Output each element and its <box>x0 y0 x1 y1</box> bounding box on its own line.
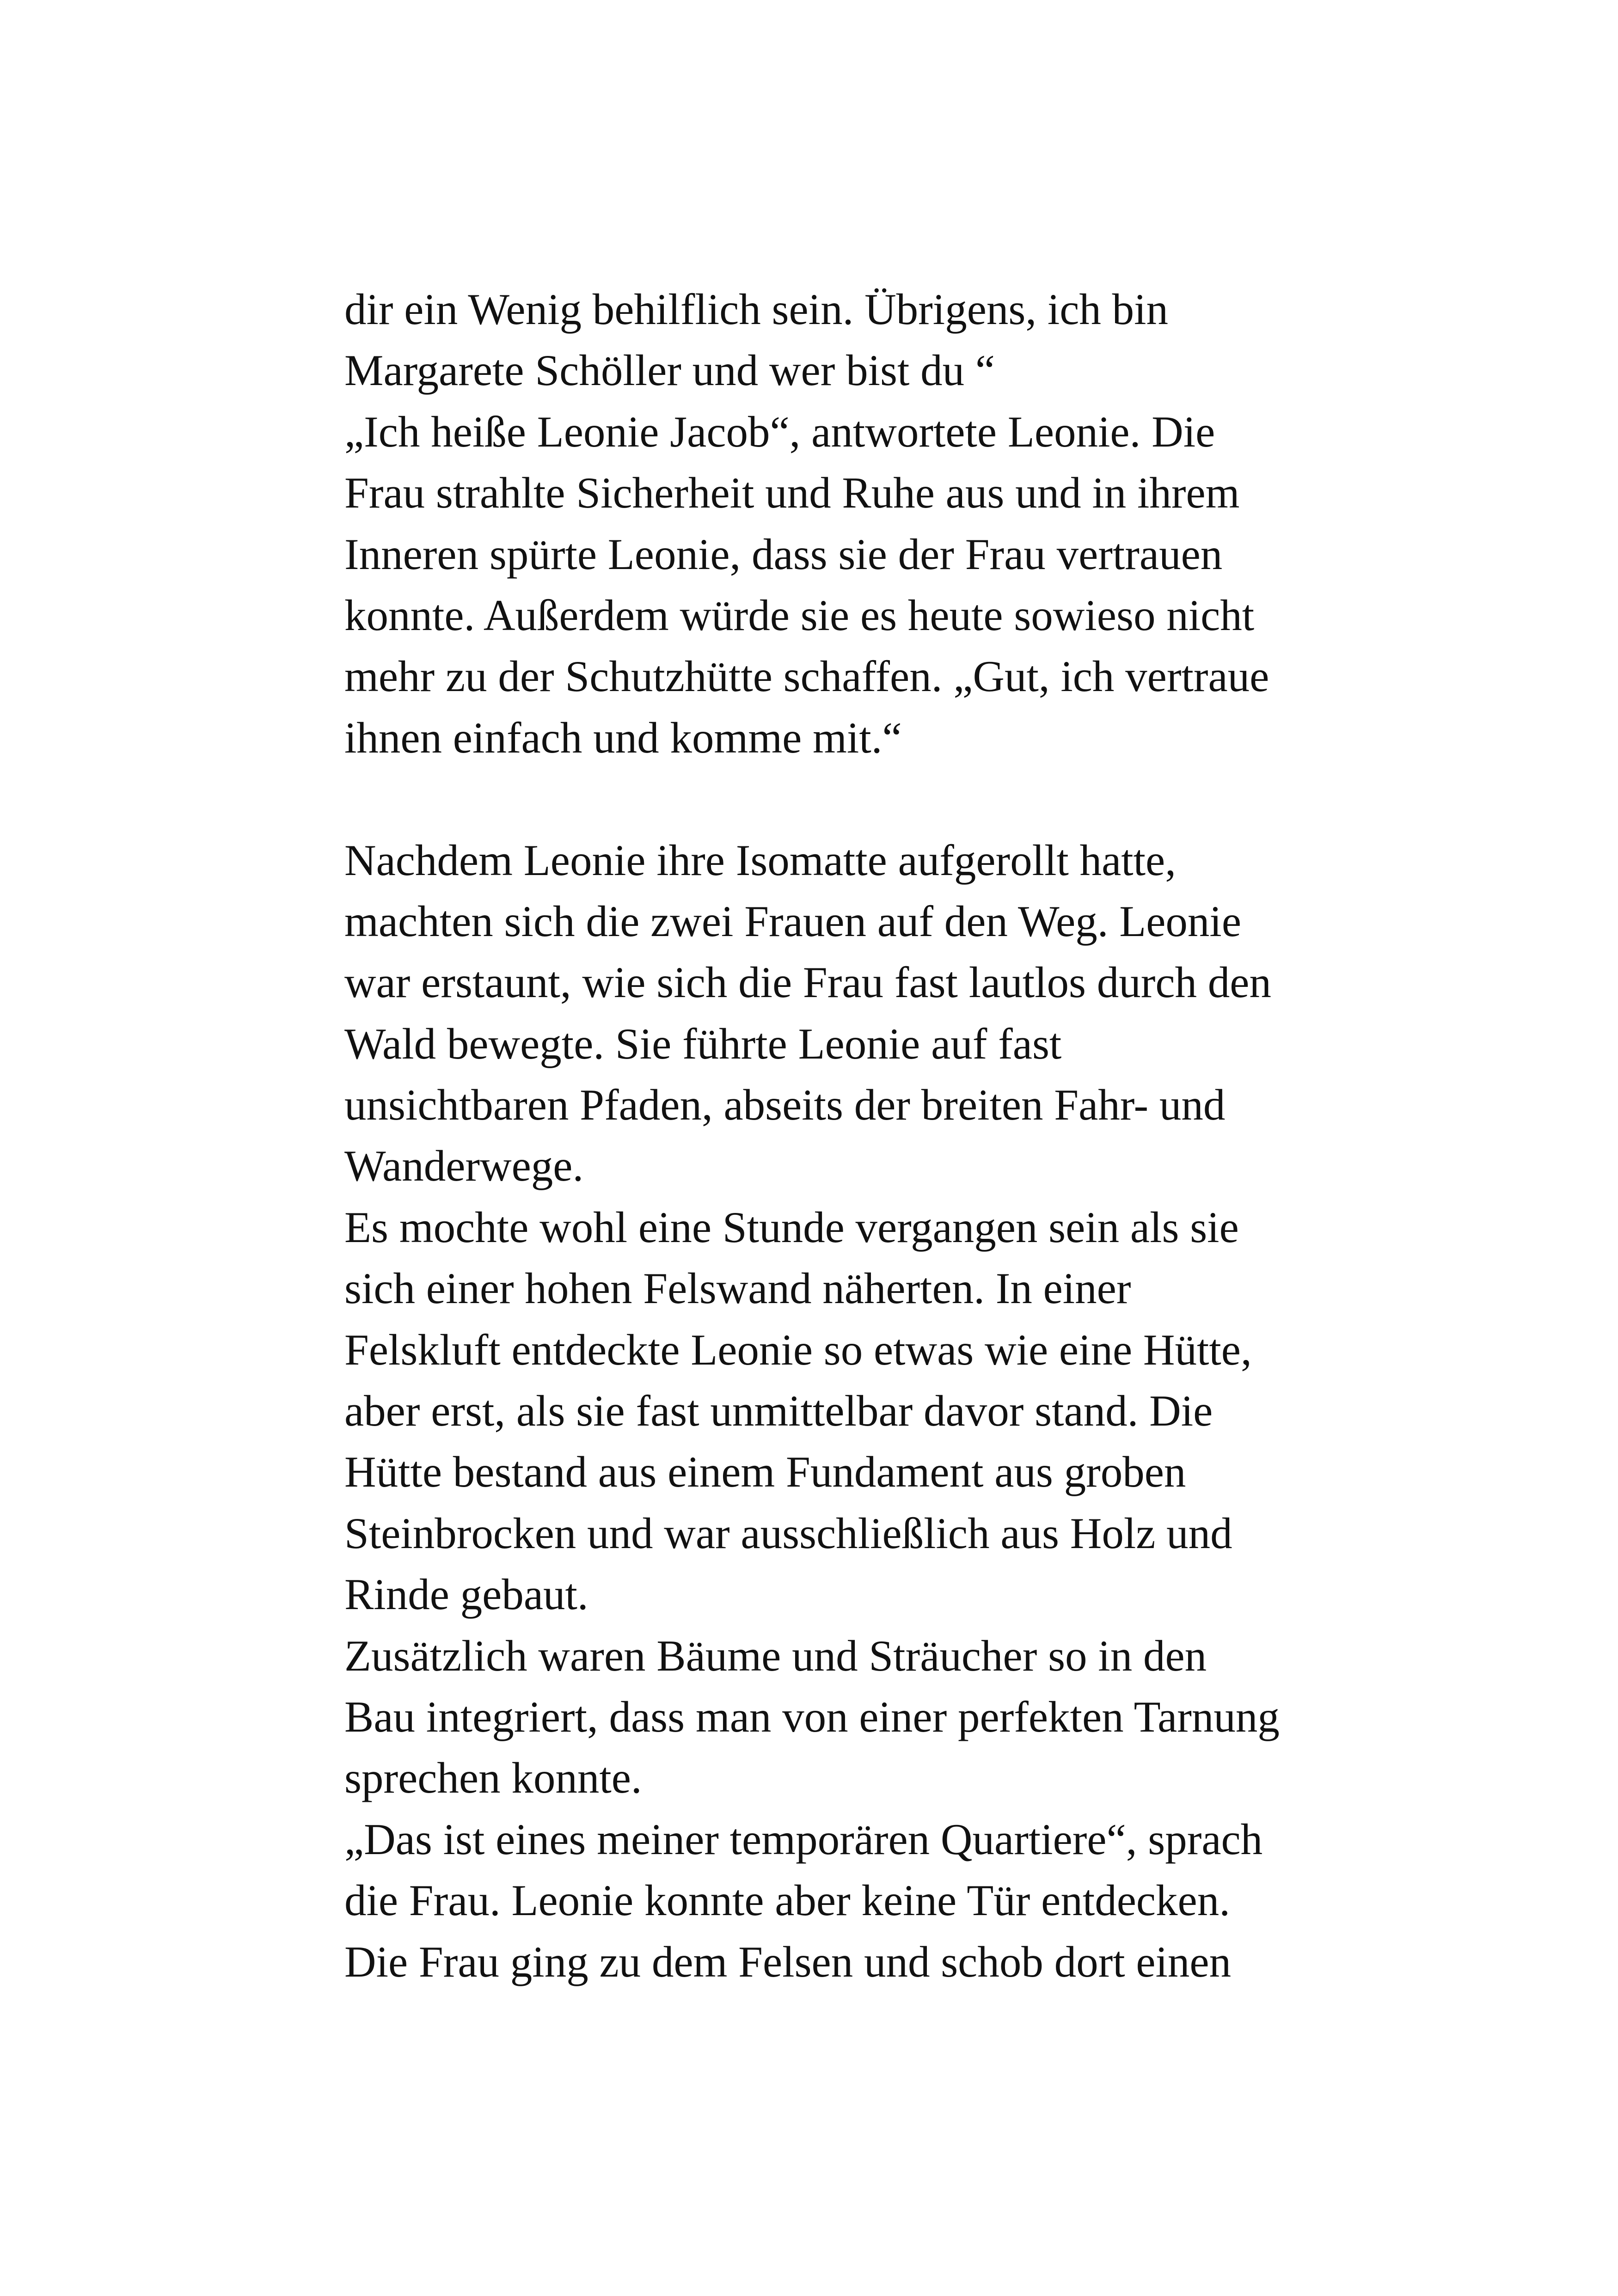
text-line: ihnen einfach und komme mit.“ <box>344 713 902 762</box>
text-line: „Das ist eines meiner temporären Quartiere“, sprach <box>344 1814 1263 1864</box>
paragraph <box>344 279 1408 768</box>
text-line: Es mochte wohl eine Stunde vergangen sein als sie <box>344 1202 1239 1252</box>
text-line: sich einer hohen Felswand näherten. In einer <box>344 1264 1131 1313</box>
text-line: war erstaunt, wie sich die Frau fast lautlos durch den <box>344 958 1271 1007</box>
text-line: Steinbrocken und war ausschließlich aus Holz und <box>344 1508 1232 1558</box>
text-line: Die Frau ging zu dem Felsen und schob dort einen <box>344 1937 1232 1986</box>
paragraph <box>344 830 1408 1992</box>
text-line: Margarete Schöller und wer bist du “ <box>344 346 995 395</box>
paragraph-gap <box>344 768 1408 829</box>
text-line: „Ich heiße Leonie Jacob“, antwortete Leonie. Die <box>344 407 1215 456</box>
text-line: Wanderwege. <box>344 1141 584 1191</box>
text-line: sprechen konnte. <box>344 1753 642 1803</box>
text-line: Frau strahlte Sicherheit und Ruhe aus und in ihrem <box>344 468 1240 518</box>
text-line: aber erst, als sie fast unmittelbar davor stand. Die <box>344 1386 1213 1436</box>
text-line: Zusätzlich waren Bäume und Sträucher so in den <box>344 1631 1207 1680</box>
text-line: machten sich die zwei Frauen auf den Weg. Leonie <box>344 896 1241 946</box>
text-line: Hütte bestand aus einem Fundament aus groben <box>344 1447 1186 1497</box>
text-line: konnte. Außerdem würde sie es heute sowieso nicht <box>344 590 1255 640</box>
text-line: Inneren spürte Leonie, dass sie der Frau vertrauen <box>344 529 1223 579</box>
text-line: die Frau. Leonie konnte aber keine Tür entdecken. <box>344 1876 1230 1925</box>
text-line: unsichtbaren Pfaden, abseits der breiten Fahr- und <box>344 1080 1226 1130</box>
text-line: Wald bewegte. Sie führte Leonie auf fast <box>344 1019 1062 1068</box>
text-line: Nachdem Leonie ihre Isomatte aufgerollt hatte, <box>344 835 1176 885</box>
body-text <box>344 279 1408 1992</box>
text-line: Bau integriert, dass man von einer perfekten Tarnung <box>344 1692 1280 1741</box>
text-line: Felskluft entdeckte Leonie so etwas wie eine Hütte, <box>344 1325 1252 1374</box>
text-line: mehr zu der Schutzhütte schaffen. „Gut, ich vertraue <box>344 652 1269 701</box>
text-line: dir ein Wenig behilflich sein. Übrigens, ich bin <box>344 285 1169 334</box>
text-line: Rinde gebaut. <box>344 1570 588 1619</box>
